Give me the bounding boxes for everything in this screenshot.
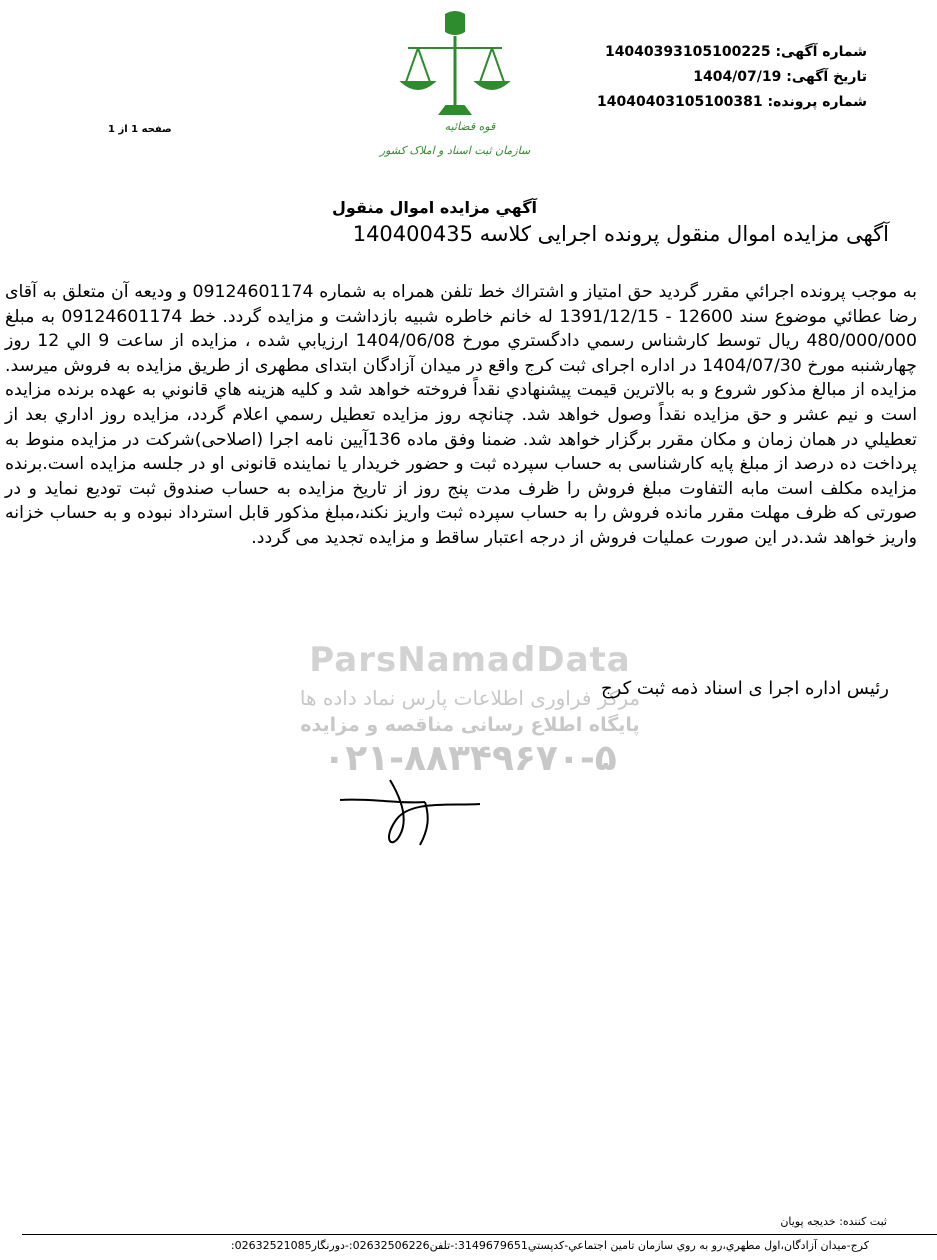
ad-date: 1404/07/19	[693, 69, 782, 85]
ad-meta	[507, 40, 867, 115]
registrar: ثبت کننده: خدیجه پویان	[780, 1215, 887, 1228]
judiciary-scales-emblem-icon	[370, 6, 540, 166]
footer	[0, 1210, 937, 1260]
watermark-brand: ParsNamadData	[309, 640, 631, 680]
document-title: آگهي مزايده اموال منقول	[332, 198, 537, 217]
ad-number: 14040393105100225	[604, 44, 771, 60]
document-subtitle: آگهی مزایده اموال منقول پرونده اجرایی کلاسه 140400435	[352, 222, 889, 246]
footer-divider	[22, 1234, 937, 1235]
document-body: به موجب پرونده اجرائي مقرر گرديد حق امتياز و اشتراك خط تلفن همراه به شماره 09124601174 و وديعه آن متعلق به آقای رضا عطائي موضوع سند 12600 - 1391/12/15 له خانم خاطره شبيه بازداشت و مزايده گردد. خط 09124601174 به مبلغ 480/000/000 ريال توسط كارشناس رسمي دادگستري مورخ 1404/06/08 ارزيابي شده ، مزايده از ساعت 9 الي 12 روز چهارشنبه مورخ 1404/07/30 در اداره اجرای ثبت كرج واقع در ميدان آزادگان ابتدای مطهری از طريق مزايده به فروش ميرسد. مزايده از مبالغ مذكور شروع و به بالاترين قيمت پيشنهادي نقداً فروخته خواهد شد و كليه هزينه هاي قانوني به عهده برنده مزايده است و نيم عشر و حق مزايده نقداً وصول خواهد شد. چنانچه روز مزايده تعطيل رسمي اعلام گردد، مزايده روز اداري بعد از تعطيلي در همان زمان و مكان مقرر برگزار خواهد شد. ضمنا وفق ماده 136آيين نامه اجرا (اصلاحی)شركت در مزايده منوط به پرداخت ده درصد از مبلغ پايه كارشناسی به حساب سپرده ثبت و حضور خريدار يا نماينده قانونی او در جلسه مزايده است.برنده مزايده مكلف است مابه التفاوت مبلغ فروش را ظرف مدت پنج روز از تاريخ مزايده به حساب صندوق ثبت توديع نمايد و در صورتی كه ظرف مهلت مقرر مانده فروش را به حساب سپرده ثبت واريز نكند،مبلغ مذكور قابل استرداد نبوده و به حساب خزانه واريز خواهد شد.در اين صورت عمليات فروش از درجه اعتبار ساقط و مزايده تجديد می گردد.	[5, 282, 917, 548]
emblem-caption: قوه قضائیه	[444, 120, 496, 133]
handwritten-signature-icon	[330, 770, 490, 860]
ad-number-row: شماره آگهی: 14040393105100225	[604, 44, 867, 60]
watermark-line2: پایگاه اطلاع رسانی مناقصه و مزایده	[300, 714, 640, 736]
watermark-line1: مرکز فراوری اطلاعات پارس نماد داده ها	[299, 686, 641, 710]
case-number-row: شماره پرونده: 14040403105100381	[597, 94, 867, 110]
emblem-org: سازمان ثبت اسناد و املاک کشور	[379, 144, 531, 157]
page-number: صفحه 1 از 1	[108, 124, 172, 135]
signer-title: رئيس اداره اجرا ی اسناد ذمه ثبت کرج	[601, 678, 889, 699]
case-number: 14040403105100381	[597, 94, 763, 110]
footer-address: كرج-ميدان آزادگان،اول مطهري،رو به روي سازمان تامين اجتماعي-كدپستي3149679651:-تلفن02632506226:-دورنگار02632521085:	[230, 1239, 869, 1252]
watermark-phone: ۰۲۱-۸۸۳۴۹۶۷۰-۵	[323, 738, 617, 779]
ad-date-row: تاریخ آگهی: 1404/07/19	[693, 69, 867, 85]
